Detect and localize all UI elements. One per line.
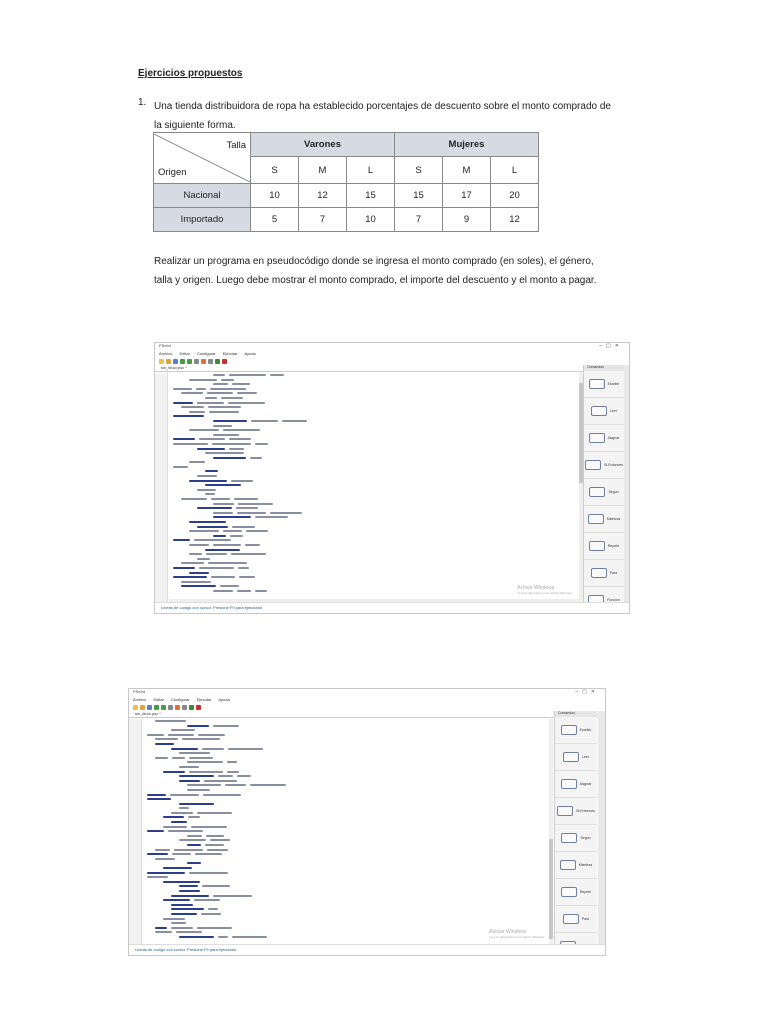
command-icon [589, 487, 605, 497]
menu-archivo[interactable]: Archivo [133, 697, 147, 702]
toolbar [129, 703, 605, 711]
size-header: S [251, 157, 299, 184]
command-item[interactable] [584, 425, 624, 452]
cut-icon[interactable] [168, 705, 173, 710]
window-title: PSeInt –▢✕ [133, 689, 599, 695]
table-cell: 15 [395, 184, 443, 208]
menu-configurar[interactable]: Configurar [171, 697, 190, 702]
activation-watermark: Activar Windows Ve a Configuración para activar Windows. [489, 929, 545, 939]
section-heading: Ejercicios propuestos [138, 68, 243, 79]
save-icon[interactable] [173, 359, 178, 364]
table-cell: 20 [491, 184, 539, 208]
table-cell: 10 [347, 208, 395, 232]
activation-watermark: Activar Windows Ve a Configuración para activar Windows. [517, 585, 573, 595]
command-label: Escribir [579, 728, 592, 732]
command-icon [591, 406, 607, 416]
command-icon [591, 568, 607, 578]
run-icon[interactable] [215, 359, 220, 364]
command-item[interactable] [555, 825, 597, 852]
command-item[interactable] [555, 771, 597, 798]
debug-icon[interactable] [222, 359, 227, 364]
vertical-scrollbar[interactable] [549, 719, 553, 945]
command-item[interactable] [555, 852, 597, 879]
menu-ejecutar[interactable]: Ejecutar [222, 351, 238, 356]
command-icon [588, 514, 604, 524]
command-icon [589, 433, 605, 443]
run-icon[interactable] [189, 705, 194, 710]
menu-editar[interactable]: Editar [153, 697, 164, 702]
command-item[interactable] [555, 744, 597, 771]
table-cell: 5 [251, 208, 299, 232]
command-label: Leer [609, 409, 617, 413]
command-label: Funcion [607, 598, 620, 602]
pseint-screenshot-2 [128, 688, 606, 956]
paste-icon[interactable] [182, 705, 187, 710]
toolbar [155, 357, 629, 365]
menu-ayuda[interactable]: Ayuda [218, 697, 230, 702]
commands-panel [554, 711, 597, 945]
side-tab-strip[interactable] [598, 711, 605, 945]
row-label-nacional: Nacional [154, 184, 251, 208]
paste-icon[interactable] [208, 359, 213, 364]
command-icon [561, 725, 577, 735]
instructions-paragraph: Realizar un programa en pseudocódigo donde se ingresa el monto comprado (en soles), el género, talla y origen. Luego debe mostrar el monto comprado, el importe del descuento y el monto a pagar. [154, 256, 597, 286]
command-icon [560, 860, 576, 870]
corner-talla-label: Talla [226, 140, 246, 151]
size-header: M [443, 157, 491, 184]
menu-configurar[interactable]: Configurar [197, 351, 216, 356]
command-item[interactable] [584, 398, 624, 425]
command-label: Mientras [606, 517, 621, 521]
command-item[interactable] [584, 533, 624, 560]
table-cell: 12 [299, 184, 347, 208]
table-cell: 10 [251, 184, 299, 208]
table-cell: 9 [443, 208, 491, 232]
code-editor[interactable] [129, 719, 553, 945]
command-item[interactable] [555, 906, 597, 933]
window-controls-icon[interactable]: –▢✕ [575, 689, 599, 695]
command-item[interactable] [584, 506, 624, 533]
status-bar: Lineas de codigo con cursor. Presione F9 para ejecutarlo [155, 602, 629, 613]
table-row [154, 184, 539, 208]
command-label: Asignar [579, 782, 592, 786]
command-icon [563, 752, 579, 762]
question-number: 1. [138, 97, 147, 108]
line-numbers [129, 719, 142, 945]
command-item[interactable] [584, 479, 624, 506]
group-header-varones: Varones [251, 133, 395, 157]
open-icon[interactable] [166, 359, 171, 364]
command-label: Repetir [579, 890, 592, 894]
size-header: S [395, 157, 443, 184]
table-cell: 7 [395, 208, 443, 232]
editor-tab[interactable]: sin_titulo.psc * [155, 365, 629, 372]
command-label: Escribir [607, 382, 620, 386]
command-label: Si-Entonces [604, 463, 623, 467]
redo-icon[interactable] [161, 705, 166, 710]
command-icon [561, 887, 577, 897]
code-lines [143, 719, 553, 945]
command-label: Si-Entonces [576, 809, 595, 813]
debug-icon[interactable] [196, 705, 201, 710]
redo-icon[interactable] [187, 359, 192, 364]
window-controls-icon[interactable]: –▢✕ [599, 343, 623, 349]
command-item[interactable] [555, 798, 597, 825]
discount-table [153, 132, 539, 232]
group-header-mujeres: Mujeres [395, 133, 539, 157]
status-bar: Lineas de codigo con cursor. Presione F9 para ejecutarlo [129, 944, 605, 955]
command-item[interactable] [555, 717, 597, 744]
table-cell: 7 [299, 208, 347, 232]
command-label: Mientras [578, 863, 593, 867]
copy-icon[interactable] [201, 359, 206, 364]
window-title: PSeInt –▢✕ [159, 343, 623, 349]
row-label-importado: Importado [154, 208, 251, 232]
command-label: Leer [581, 755, 589, 759]
commands-panel-header: Comandos [555, 711, 597, 717]
menu-editar[interactable]: Editar [179, 351, 190, 356]
copy-icon[interactable] [175, 705, 180, 710]
save-icon[interactable] [147, 705, 152, 710]
command-label: Para [609, 571, 618, 575]
command-icon [561, 833, 577, 843]
menu-archivo[interactable]: Archivo [159, 351, 173, 356]
corner-origen-label: Origen [158, 167, 187, 178]
command-icon [561, 779, 577, 789]
line-numbers [155, 373, 168, 603]
commands-panel-header: Comandos [584, 365, 624, 371]
command-icon [557, 806, 573, 816]
command-item[interactable] [584, 371, 624, 398]
open-icon[interactable] [140, 705, 145, 710]
size-header: L [347, 157, 395, 184]
undo-icon[interactable] [154, 705, 159, 710]
question-text: Una tienda distribuidora de ropa ha establecido porcentajes de descuento sobre el monto comprado de la siguiente forma. [154, 101, 611, 131]
command-label: Segun [608, 490, 619, 494]
new-file-icon[interactable] [159, 359, 164, 364]
new-file-icon[interactable] [133, 705, 138, 710]
command-icon [563, 914, 579, 924]
command-item[interactable] [555, 879, 597, 906]
command-icon [589, 541, 605, 551]
undo-icon[interactable] [180, 359, 185, 364]
commands-panel [583, 365, 624, 603]
side-tab-strip[interactable] [624, 365, 629, 603]
command-item[interactable] [584, 560, 624, 587]
menu-ejecutar[interactable]: Ejecutar [196, 697, 212, 702]
table-row [154, 208, 539, 232]
code-editor[interactable] [155, 373, 583, 603]
editor-tab[interactable]: sin_titulo.psc * [129, 711, 605, 718]
code-lines [169, 373, 583, 603]
command-icon [585, 460, 601, 470]
command-label: Para [581, 917, 590, 921]
size-header: M [299, 157, 347, 184]
size-header: L [491, 157, 539, 184]
command-label: Repetir [607, 544, 620, 548]
table-corner-cell [154, 133, 251, 184]
cut-icon[interactable] [194, 359, 199, 364]
command-label: Segun [580, 836, 591, 840]
table-cell: 15 [347, 184, 395, 208]
menu-ayuda[interactable]: Ayuda [244, 351, 256, 356]
pseint-screenshot-1 [154, 342, 630, 614]
command-icon [589, 379, 605, 389]
command-item[interactable] [584, 452, 624, 479]
command-label: Asignar [607, 436, 620, 440]
table-cell: 12 [491, 208, 539, 232]
table-cell: 17 [443, 184, 491, 208]
